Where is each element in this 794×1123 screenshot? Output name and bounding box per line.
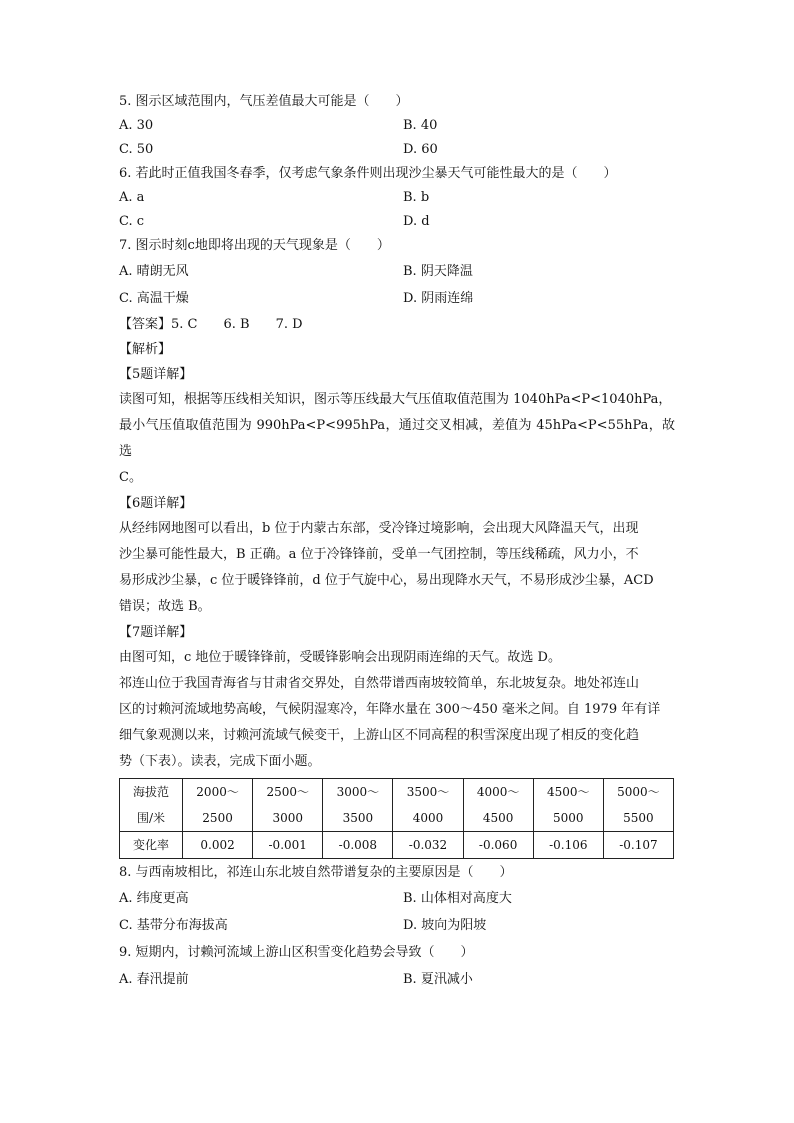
q8-option-b: B. 山体相对高度大 <box>403 891 512 906</box>
q5-options-row-1 <box>119 114 675 138</box>
detail-7-line: 由图可知，c 地位于暖锋锋前，受暖锋影响会出现阴雨连绵的天气。故选 D。 <box>119 650 561 665</box>
table-cell-range: 3000～ 3500 <box>323 779 393 832</box>
q7-options-row-2 <box>119 285 675 312</box>
snow-depth-table <box>119 778 674 859</box>
q7-option-a: A. 晴朗无风 <box>119 264 189 279</box>
q5-stem: 5. 图示区域范围内，气压差值最大可能是（ ） <box>119 94 409 109</box>
q8-options-row-1 <box>119 885 675 912</box>
q7-option-c: C. 高温干燥 <box>119 291 189 306</box>
q9-option-b: B. 夏汛减小 <box>403 972 473 987</box>
detail-5-line: 读图可知，根据等压线相关知识，图示等压线最大气压值取值范围为 1040hPa<P<1040hPa， <box>119 392 672 407</box>
table-cell-rate: 0.002 <box>183 832 253 859</box>
analysis-label: 【解析】 <box>119 342 172 357</box>
q6-option-a: A. a <box>119 190 145 205</box>
detail-6-text <box>119 516 675 620</box>
detail-5-line: 最小气压值取值范围为 990hPa<P<995hPa，通过交叉相减，差值为 45hPa<P<55hPa，故选 <box>119 418 675 459</box>
q7-option-d: D. 阴雨连绵 <box>403 291 474 306</box>
q6-options-row-2 <box>119 210 675 234</box>
q6-stem: 6. 若此时正值我国冬春季，仅考虑气象条件则出现沙尘暴天气可能性最大的是（ ） <box>119 166 617 181</box>
q5-option-b: B. 40 <box>403 118 438 133</box>
q5-option-c: C. 50 <box>119 142 154 157</box>
table-row-rate <box>120 832 674 859</box>
answer-line: 【答案】5. C 6. B 7. D <box>119 317 303 332</box>
q7-stem: 7. 图示时刻c地即将出现的天气现象是（ ） <box>119 238 390 253</box>
table-cell-range: 3500～ 4000 <box>393 779 463 832</box>
q6-option-c: C. c <box>119 214 145 229</box>
table-cell-rate: -0.001 <box>253 832 323 859</box>
table-header-altitude: 海拔范 围/米 <box>120 779 183 832</box>
passage-text <box>119 671 675 775</box>
table-cell-range: 4500～ 5000 <box>533 779 603 832</box>
table-cell-range: 2000～ 2500 <box>183 779 253 832</box>
detail-5-title: 【5题详解】 <box>119 367 193 382</box>
q7-options-row-1 <box>119 258 675 285</box>
detail-6-title: 【6题详解】 <box>119 496 193 511</box>
q7-option-b: B. 阴天降温 <box>403 264 473 279</box>
passage-line: 祁连山位于我国青海省与甘肃省交界处，自然带谱西南坡较简单，东北坡复杂。地处祁连山 <box>119 676 640 691</box>
q8-option-c: C. 基带分布海拔高 <box>119 918 228 933</box>
table-cell-rate: -0.060 <box>463 832 533 859</box>
table-cell-range: 5000～ 5500 <box>603 779 673 832</box>
detail-6-line: 沙尘暴可能性最大，B 正确。a 位于冷锋锋前，受单一气团控制，等压线稀疏，风力小，不 <box>119 547 639 562</box>
table-cell-rate: -0.107 <box>603 832 673 859</box>
table-header-rate: 变化率 <box>120 832 183 859</box>
table-cell-range: 2500～ 3000 <box>253 779 323 832</box>
q6-option-b: B. b <box>403 190 430 205</box>
q8-options-row-2 <box>119 912 675 939</box>
document-page <box>119 90 675 993</box>
q6-option-d: D. d <box>403 214 430 229</box>
detail-5-line: C。 <box>119 470 142 485</box>
detail-6-line: 错误；故选 B。 <box>119 599 211 614</box>
q9-stem: 9. 短期内，讨赖河流域上游山区积雪变化趋势会导致（ ） <box>119 945 474 960</box>
q5-options-row-2 <box>119 138 675 162</box>
passage-line: 势（下表）。读表，完成下面小题。 <box>119 754 321 769</box>
q8-stem: 8. 与西南坡相比，祁连山东北坡自然带谱复杂的主要原因是（ ） <box>119 865 513 880</box>
detail-5-text <box>119 387 675 491</box>
table-cell-rate: -0.008 <box>323 832 393 859</box>
q8-option-a: A. 纬度更高 <box>119 891 189 906</box>
table-cell-range: 4000～ 4500 <box>463 779 533 832</box>
q9-option-a: A. 春汛提前 <box>119 972 189 987</box>
detail-6-line: 从经纬网地图可以看出，b 位于内蒙古东部，受冷锋过境影响，会出现大风降温天气，出现 <box>119 521 639 536</box>
detail-7-title: 【7题详解】 <box>119 625 193 640</box>
q8-option-d: D. 坡向为阳坡 <box>403 918 487 933</box>
table-row-altitude <box>120 779 674 832</box>
table-cell-rate: -0.106 <box>533 832 603 859</box>
detail-7-text <box>119 645 675 671</box>
q6-options-row-1 <box>119 186 675 210</box>
passage-line: 细气象观测以来，讨赖河流域气候变干，上游山区不同高程的积雪深度出现了相反的变化趋 <box>119 728 640 743</box>
q5-option-d: D. 60 <box>403 142 438 157</box>
q9-options-row-1 <box>119 966 675 993</box>
q5-option-a: A. 30 <box>119 118 154 133</box>
detail-6-line: 易形成沙尘暴，c 位于暖锋锋前，d 位于气旋中心，易出现降水天气，不易形成沙尘暴，ACD <box>119 573 654 588</box>
passage-line: 区的讨赖河流域地势高峻，气候阴湿寒冷，年降水量在 300～450 毫米之间。自 1979 年有详 <box>119 702 661 717</box>
table-cell-rate: -0.032 <box>393 832 463 859</box>
